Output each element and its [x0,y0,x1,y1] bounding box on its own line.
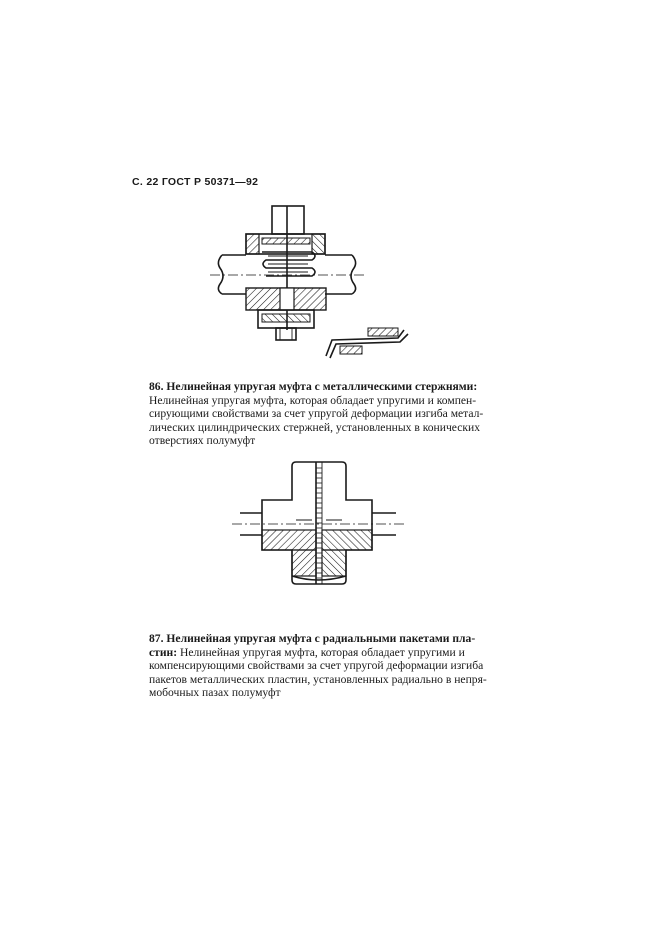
item-87-line: Нелинейная упругая муфта, которая обладает упругими и [179,645,465,659]
item-87 [149,632,501,700]
item-86-number: 86. [149,380,164,393]
item-86-line: лических цилиндрических стержней, установленных в конических [149,420,481,434]
item-87-line: мобочных пазах полумуфт [149,686,281,700]
item-87-line: пакетов металлических пластин, установленных радиально в непря- [149,672,487,686]
item-86-line: отверстиях полумуфт [149,434,256,448]
item-86 [149,380,501,448]
item-86-line: сирующими свойствами за счет упругой деформации изгиба метал- [149,407,484,421]
item-86-line: Нелинейная упругая муфта, которая обладает упругими и компен- [149,393,477,407]
item-87-number: 87. [149,632,164,645]
page-header: С. 22 ГОСТ Р 50371—92 [132,176,259,188]
item-86-title: Нелинейная упругая муфта с металлическими стержнями: [166,380,478,393]
item-87-line: компенсирующими свойствами за счет упругой деформации изгиба [149,659,484,673]
item-87-title-line2: стин: [149,645,178,659]
item-87-title-line1: Нелинейная упругая муфта с радиальными пакетами пла- [166,632,476,645]
